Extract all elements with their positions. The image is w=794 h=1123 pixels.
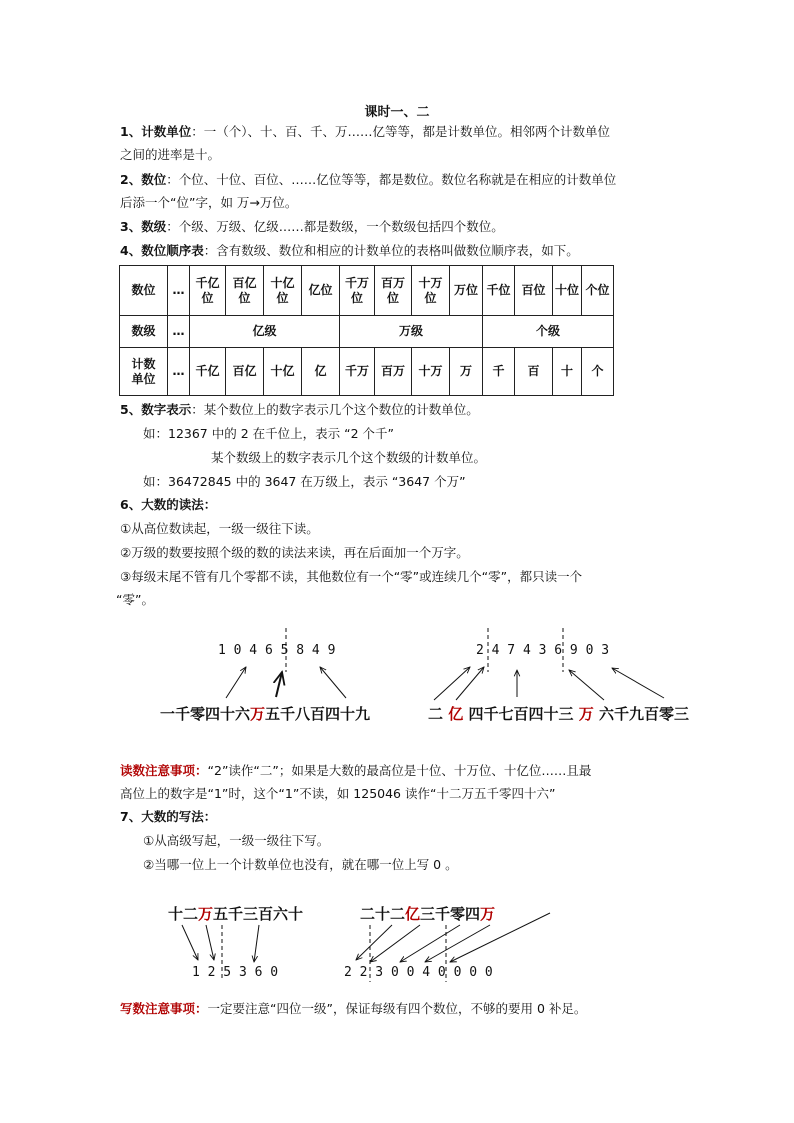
table-cell: 百位	[515, 266, 553, 316]
table-cell: …	[168, 348, 190, 396]
arrow	[450, 913, 550, 962]
section-5-example1: 如：12367 中的 2 在千位上，表示 “2 个千”	[143, 426, 394, 441]
arrow	[182, 925, 198, 960]
arrow	[226, 667, 246, 698]
section-6-rule2: ②万级的数要按照个级的数的读法来读，再在后面加一个万字。	[120, 545, 469, 560]
write-example1-words: 十二万五千三百六十	[168, 905, 304, 923]
arrow	[456, 667, 484, 700]
section-6: 6、大数的读法：	[120, 497, 217, 512]
page-title: 课时一、二	[364, 105, 430, 120]
section-4: 4、数位顺序表：含有数级、数位和相应的计数单位的表格叫做数位顺序表，如下。	[120, 243, 579, 258]
table-cell: 百	[515, 348, 553, 396]
arrow	[425, 925, 490, 962]
arrow	[356, 925, 392, 960]
table-cell: 亿	[302, 348, 340, 396]
section-3: 3、数级：个级、万级、亿级……都是数级，一个数级包括四个数位。	[120, 219, 504, 234]
table-cell: 百万 位	[375, 266, 412, 316]
table-cell: 百亿	[226, 348, 264, 396]
section-5-example2: 如：36472845 中的 3647 在万级上，表示 “3647 个万”	[143, 474, 466, 489]
table-cell: 千万 位	[340, 266, 375, 316]
read-note-line2: 高位上的数字是“1”时，这个“1”不读，如 125046 读作“十二万五千零四十六”	[120, 786, 556, 801]
arrow	[320, 667, 346, 698]
section-7-rule1: ①从高级写起，一级一级往下写。	[143, 833, 330, 848]
section-6-rule3-line2: “零”。	[116, 592, 154, 607]
read-note: 读数注意事项：“2”读作“二”；如果是大数的最高位是十位、十万位、十亿位……且最	[120, 763, 592, 778]
table-cell: 亿级	[190, 316, 340, 348]
table-cell: 千位	[483, 266, 515, 316]
table-cell: 十位	[553, 266, 582, 316]
arrow	[254, 925, 259, 962]
arrow	[370, 925, 420, 962]
section-5-line2: 某个数级上的数字表示几个这个数级的计数单位。	[211, 450, 487, 465]
read-example1-digits: 1 0 4 6 5 8 4 9	[218, 643, 336, 658]
table-cell: 十万 位	[412, 266, 450, 316]
write-note: 写数注意事项：一定要注意“四位一级”，保证每级有四个数位，不够的要用 0 补足。	[120, 1001, 587, 1016]
write-example2-words: 二十二亿三千零四万	[360, 905, 496, 923]
read-example2-words: 二 亿 四千七百四十三 万 六千九百零三	[428, 705, 690, 723]
arrow	[276, 672, 282, 697]
table-cell: 千亿	[190, 348, 226, 396]
read-example1-words: 一千零四十六万五千八百四十九	[160, 705, 371, 723]
table-cell: 十	[553, 348, 582, 396]
section-7: 7、大数的写法：	[120, 809, 217, 824]
table-cell: 千万	[340, 348, 375, 396]
table-cell: 千	[483, 348, 515, 396]
arrow	[569, 670, 604, 700]
table-cell: 计数 单位	[120, 348, 168, 396]
section-6-rule1: ①从高位数读起，一级一级往下读。	[120, 521, 319, 536]
table-cell: 数位	[120, 266, 168, 316]
arrow	[206, 925, 214, 960]
table-cell: …	[168, 266, 190, 316]
table-cell: 十亿 位	[264, 266, 302, 316]
table-cell: 数级	[120, 316, 168, 348]
table-cell: 个	[582, 348, 614, 396]
read-example2-digits: 2 4 7 4 3 6 9 0 3	[476, 643, 610, 658]
table-cell: 百亿 位	[226, 266, 264, 316]
table-cell: 十亿	[264, 348, 302, 396]
arrow	[400, 925, 460, 962]
section-2: 2、数位：个位、十位、百位、……亿位等等，都是数位。数位名称就是在相应的计数单位	[120, 172, 617, 187]
section-1-line2: 之间的进率是十。	[120, 147, 221, 162]
table-cell: …	[168, 316, 190, 348]
write-example2-digits: 2 2 3 0 0 4 0 0 0 0	[344, 965, 493, 980]
section-2-line2: 后添一个“位”字，如 万→万位。	[120, 195, 298, 210]
write-example1-digits: 1 2 5 3 6 0	[192, 965, 279, 980]
arrow	[612, 668, 664, 698]
table-cell: 个级	[483, 316, 614, 348]
table-cell: 千亿 位	[190, 266, 226, 316]
table-cell: 个位	[582, 266, 614, 316]
section-6-rule3: ③每级末尾不管有几个零都不读，其他数位有一个“零”或连续几个“零”，都只读一个	[120, 569, 583, 584]
table-cell: 亿位	[302, 266, 340, 316]
section-5: 5、数字表示：某个数位上的数字表示几个这个数位的计数单位。	[120, 402, 479, 417]
section-7-rule2: ②当哪一位上一个计数单位也没有，就在哪一位上写 0 。	[143, 857, 458, 872]
table-cell: 百万	[375, 348, 412, 396]
table-cell: 万位	[450, 266, 483, 316]
arrow	[434, 667, 470, 700]
table-cell: 十万	[412, 348, 450, 396]
table-cell: 万级	[340, 316, 483, 348]
table-cell: 万	[450, 348, 483, 396]
section-1: 1、计数单位：一（个）、十、百、千、万……亿等等，都是计数单位。相邻两个计数单位	[120, 124, 610, 139]
